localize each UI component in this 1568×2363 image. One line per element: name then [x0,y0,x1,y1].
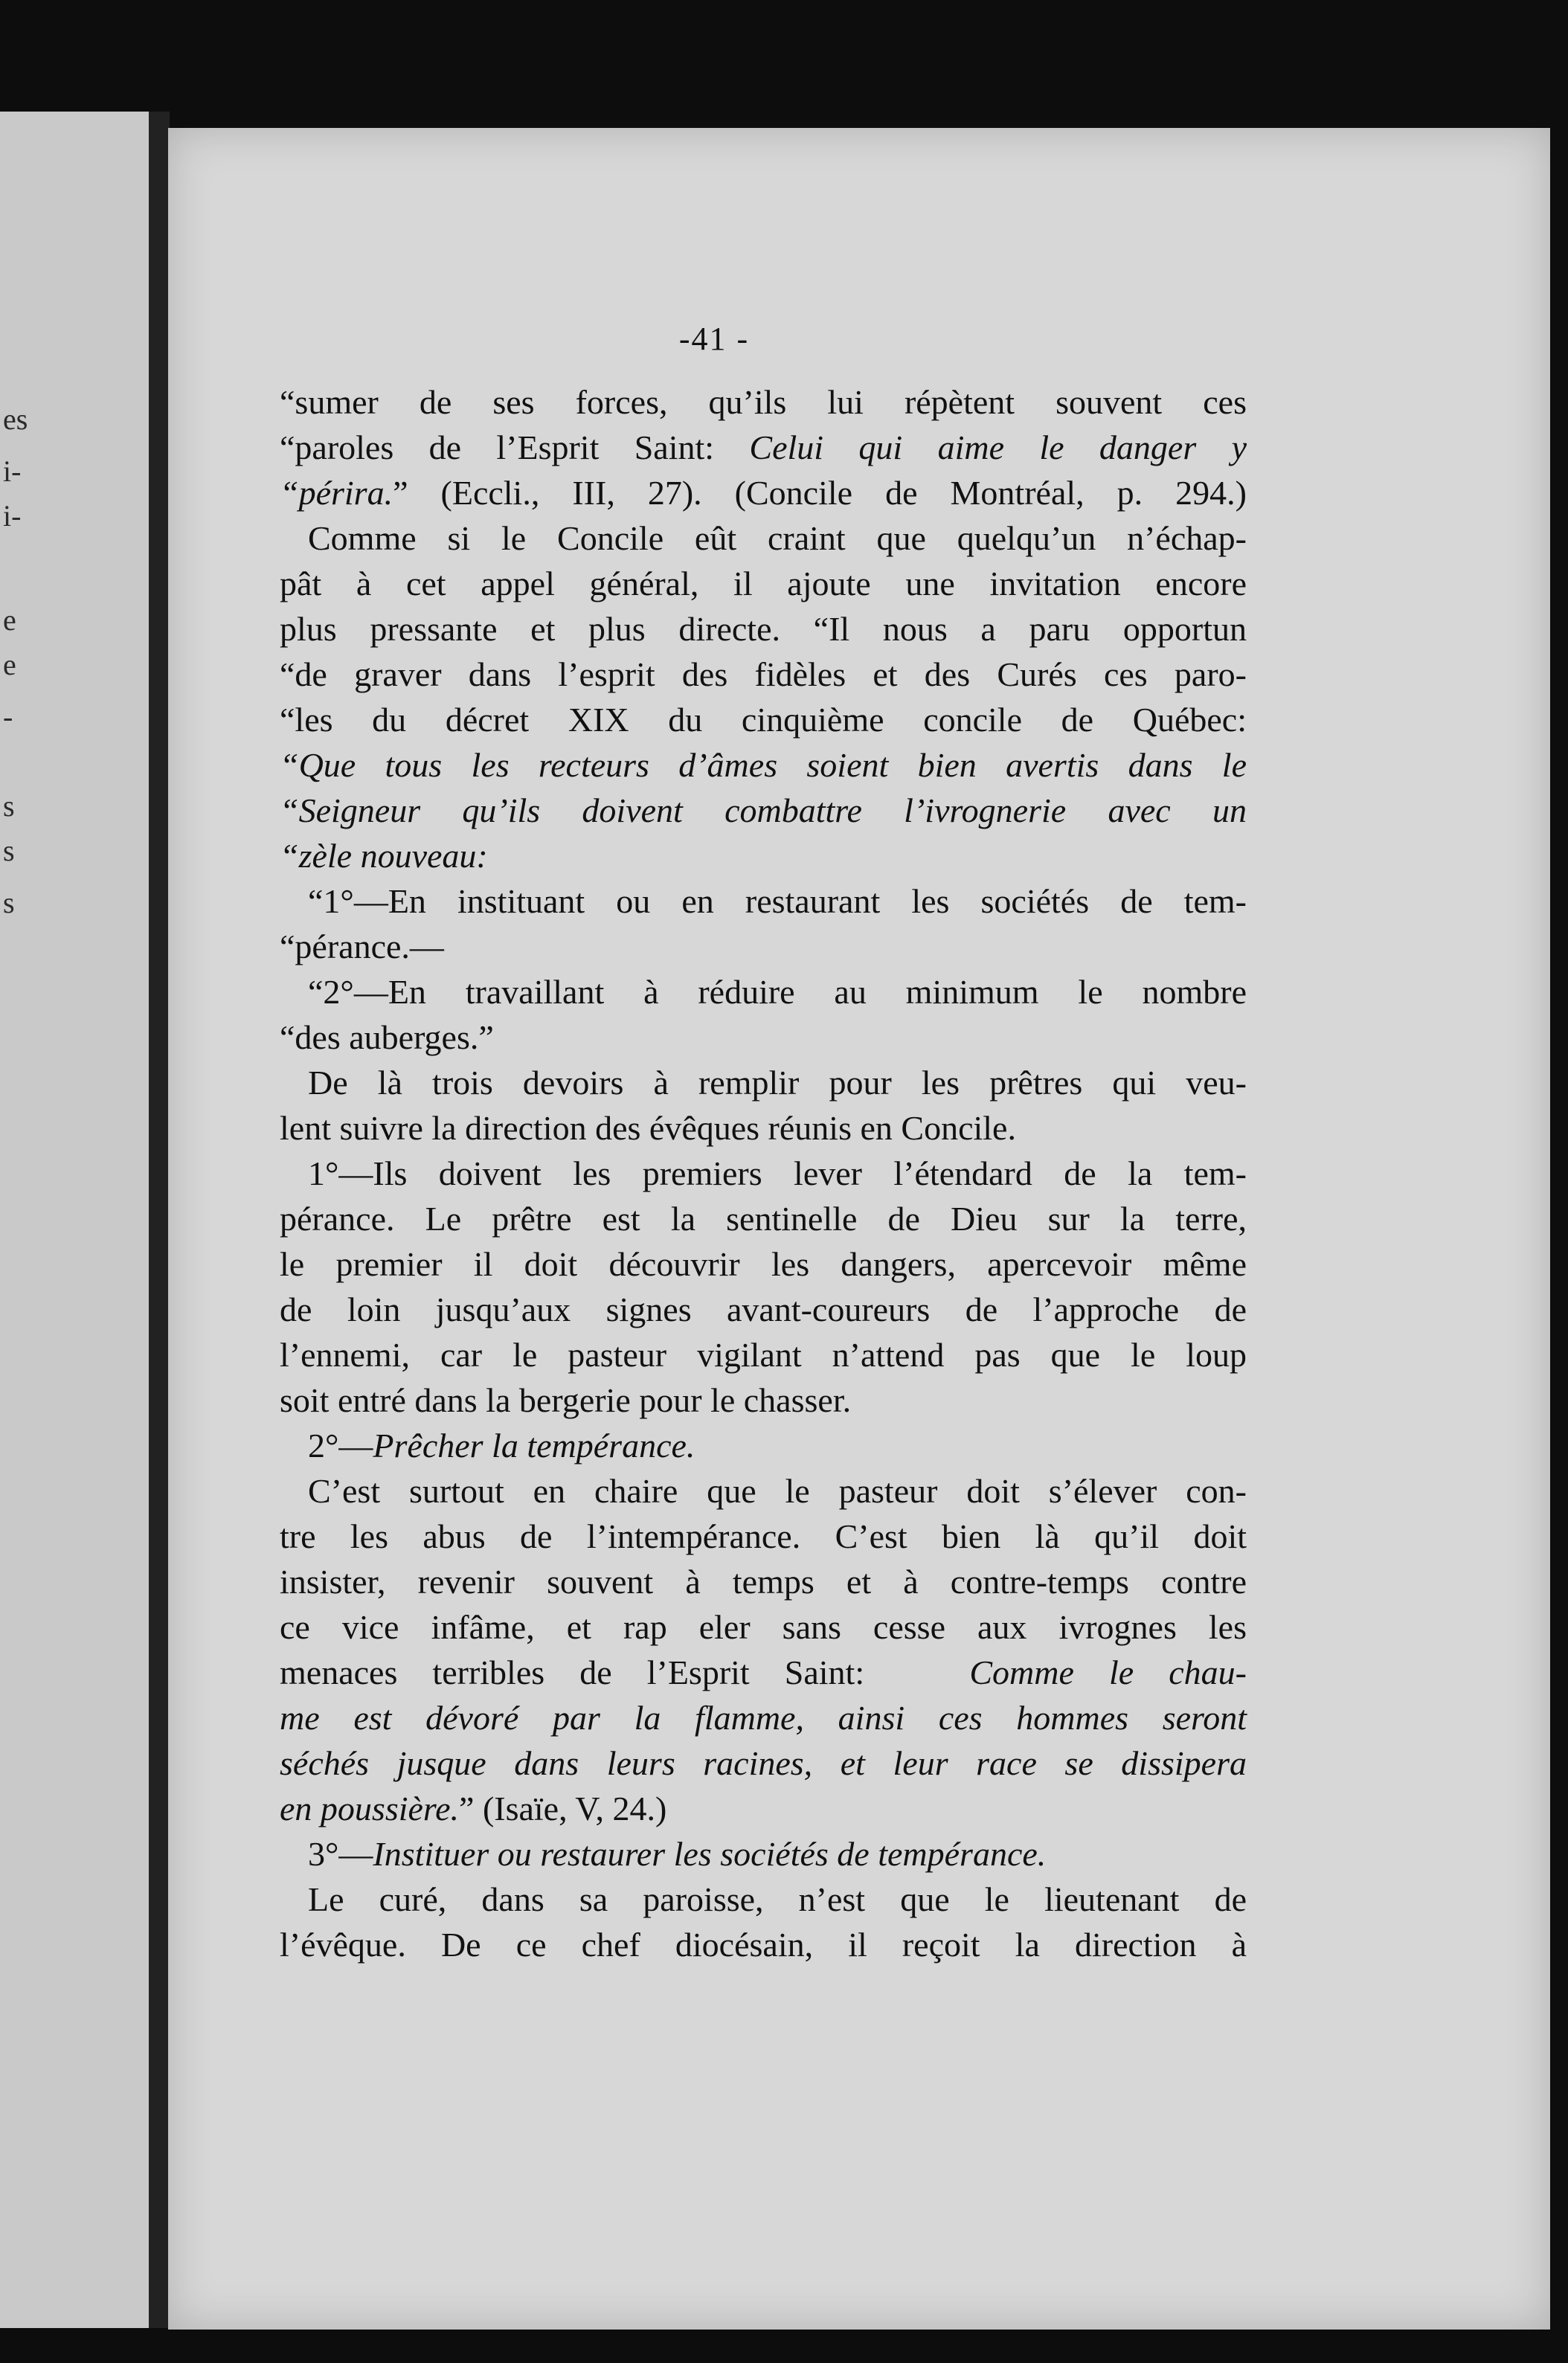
text-line: ce vice infâme, et rap eler sans cesse aux ivrognes les [280,1608,1247,1646]
text-line [280,1786,1247,1831]
text-line: Comme si le Concile eût craint que quelqu’un n’échap- [308,519,1247,557]
text-line [280,470,1247,515]
text-line: soit entré dans la bergerie pour le chasser. [280,1381,852,1419]
italic-text-run: “Que tous les recteurs d’âmes soient bien avertis dans le [280,746,1247,784]
text-run: menaces terribles de l’Esprit Saint: [280,1653,970,1691]
page-number: -41 - [678,321,750,357]
text-line [280,788,1247,833]
margin-fragment: i- [3,454,22,488]
text-line: “sumer de ses forces, qu’ils lui répètent souvent ces [280,383,1247,421]
text-line: plus pressante et plus directe. “Il nous a paru opportun [280,610,1247,648]
text-line [280,1423,1247,1468]
text-line [280,1831,1247,1877]
text-line [280,833,1247,878]
text-line: “des auberges.” [280,1018,494,1056]
text-line [280,1650,1247,1695]
margin-fragment: e [3,648,16,681]
text-line: l’évêque. De ce chef diocésain, il reçoit la direction à [280,1926,1247,1964]
text-line: lent suivre la direction des évêques réunis en Concile. [280,1109,1016,1147]
text-line: insister, revenir souvent à temps et à contre-temps contre [280,1563,1247,1601]
text-run: “paroles de l’Esprit Saint: [280,428,750,466]
text-line: De là trois devoirs à remplir pour les prêtres qui veu- [308,1064,1247,1102]
text-line [280,1695,1247,1740]
italic-text-run: Comme le chau- [969,1653,1247,1691]
italic-text-run: “zèle nouveau: [280,837,488,875]
text-line: tre les abus de l’intempérance. C’est bien là qu’il doit [280,1517,1247,1555]
text-line: de loin jusqu’aux signes avant-coureurs de l’approche de [280,1290,1247,1328]
margin-fragment: s [3,789,15,823]
margin-fragment: s [3,834,15,867]
margin-fragment: s [3,886,15,919]
text-line: pérance. Le prêtre est la sentinelle de Dieu sur la terre, [280,1200,1247,1238]
italic-text-run: Celui qui aime le danger y [749,428,1247,466]
text-run: 3°— [308,1835,373,1873]
italic-text-run: Instituer ou restaurer les sociétés de tempérance. [373,1835,1047,1873]
margin-fragment: es [3,402,28,436]
text-line: le premier il doit découvrir les dangers, apercevoir même [280,1245,1247,1283]
text-line: 1°—Ils doivent les premiers lever l’étendard de la tem- [308,1154,1247,1192]
italic-text-run: séchés jusque dans leurs racines, et leur race se dissipera [280,1744,1247,1782]
text-line: “pérance.— [280,927,444,965]
text-line: “1°—En instituant ou en restaurant les sociétés de tem- [308,882,1247,920]
text-run: ” (Eccli., III, 27). (Concile de Montréal, p. 294.) [393,474,1247,512]
margin-fragment: i- [3,499,22,533]
margin-fragment: - [3,700,13,733]
text-line [280,1740,1247,1786]
body-text [280,379,1247,1967]
left-margin-text [0,112,30,2328]
italic-text-run: me est dévoré par la flamme, ainsi ces hommes seront [280,1699,1247,1737]
text-run: 2°— [308,1427,373,1465]
book-gutter [149,112,170,2328]
text-line [280,425,1247,470]
left-page-edge [0,112,149,2328]
italic-text-run: “Seigneur qu’ils doivent combattre l’ivrognerie avec un [280,791,1247,829]
text-line: Le curé, dans sa paroisse, n’est que le lieutenant de [308,1880,1247,1918]
text-line: “de graver dans l’esprit des fidèles et des Curés ces paro- [280,655,1247,693]
text-line: C’est surtout en chaire que le pasteur doit s’élever con- [308,1472,1247,1510]
text-line: “2°—En travaillant à réduire au minimum le nombre [308,973,1247,1011]
text-run: ” (Isaïe, V, 24.) [459,1790,667,1827]
text-line: l’ennemi, car le pasteur vigilant n’attend pas que le loup [280,1336,1247,1374]
text-line: pât à cet appel général, il ajoute une invitation encore [280,565,1247,602]
italic-text-run: “périra. [280,474,393,512]
italic-text-run: Prêcher la tempérance. [373,1427,695,1465]
italic-text-run: en poussière. [280,1790,460,1827]
margin-fragment: e [3,603,16,637]
text-line [280,742,1247,788]
text-line: “les du décret XIX du cinquième concile de Québec: [280,701,1247,739]
